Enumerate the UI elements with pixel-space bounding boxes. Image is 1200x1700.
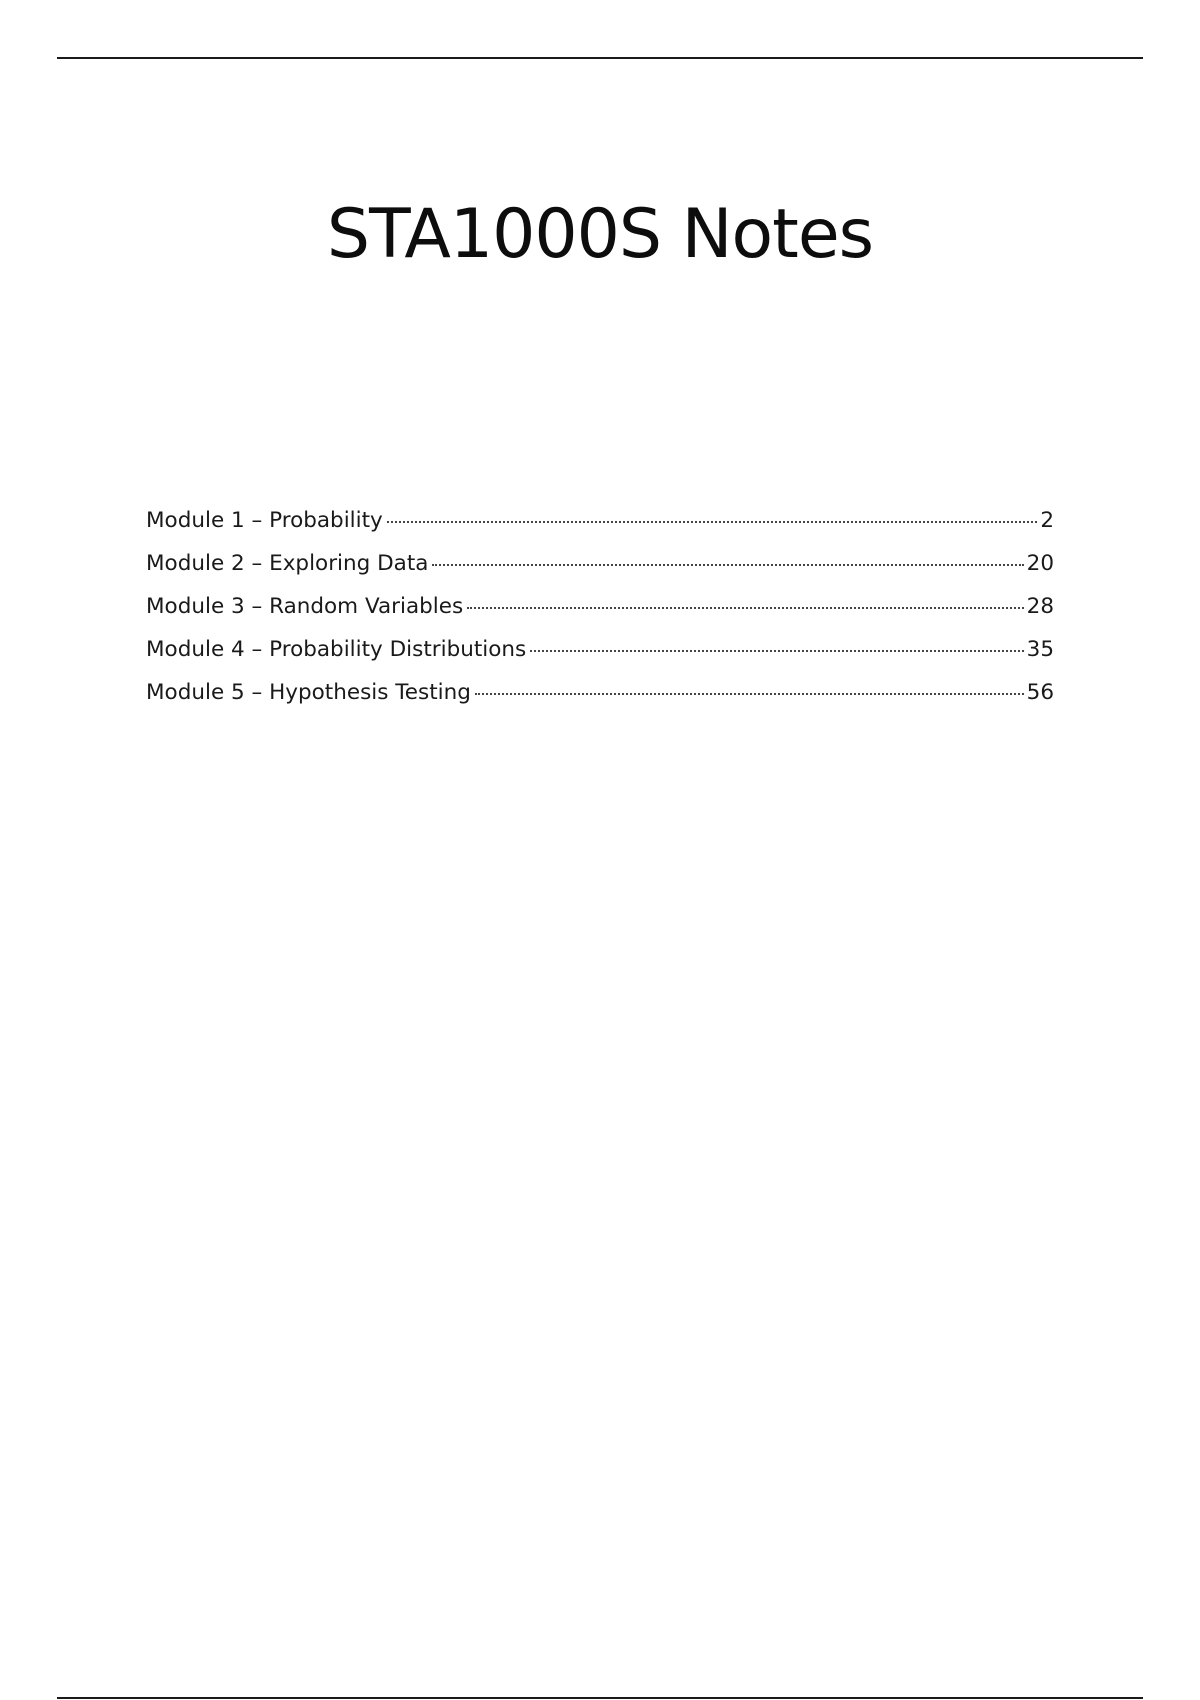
toc-entry-page-number: 28	[1026, 594, 1054, 619]
toc-entry-page-number: 35	[1026, 637, 1054, 662]
dot-leader	[475, 693, 1024, 695]
toc-entry-page-number: 20	[1026, 551, 1054, 576]
toc-entry-module-1[interactable]	[146, 508, 1054, 551]
footer-rule	[57, 1697, 1143, 1699]
toc-entry-label: Module 5 – Hypothesis Testing	[146, 680, 471, 705]
toc-entry-label: Module 4 – Probability Distributions	[146, 637, 527, 662]
toc-entry-page-number: 56	[1026, 680, 1054, 705]
toc-entry-label: Module 2 – Exploring Data	[146, 551, 429, 576]
dot-leader	[467, 607, 1023, 609]
toc-entry-label: Module 1 – Probability	[146, 508, 383, 533]
toc-entry-page-number: 2	[1040, 508, 1054, 533]
dot-leader	[432, 564, 1023, 566]
toc-entry-module-3[interactable]	[146, 594, 1054, 637]
toc-entry-label: Module 3 – Random Variables	[146, 594, 464, 619]
toc-entry-module-2[interactable]	[146, 551, 1054, 594]
header-rule	[57, 57, 1143, 59]
table-of-contents	[146, 508, 1054, 723]
toc-entry-module-4[interactable]	[146, 637, 1054, 680]
dot-leader	[387, 521, 1038, 523]
document-title: STA1000S Notes	[326, 194, 874, 274]
toc-entry-module-5[interactable]	[146, 680, 1054, 723]
dot-leader	[530, 650, 1023, 652]
